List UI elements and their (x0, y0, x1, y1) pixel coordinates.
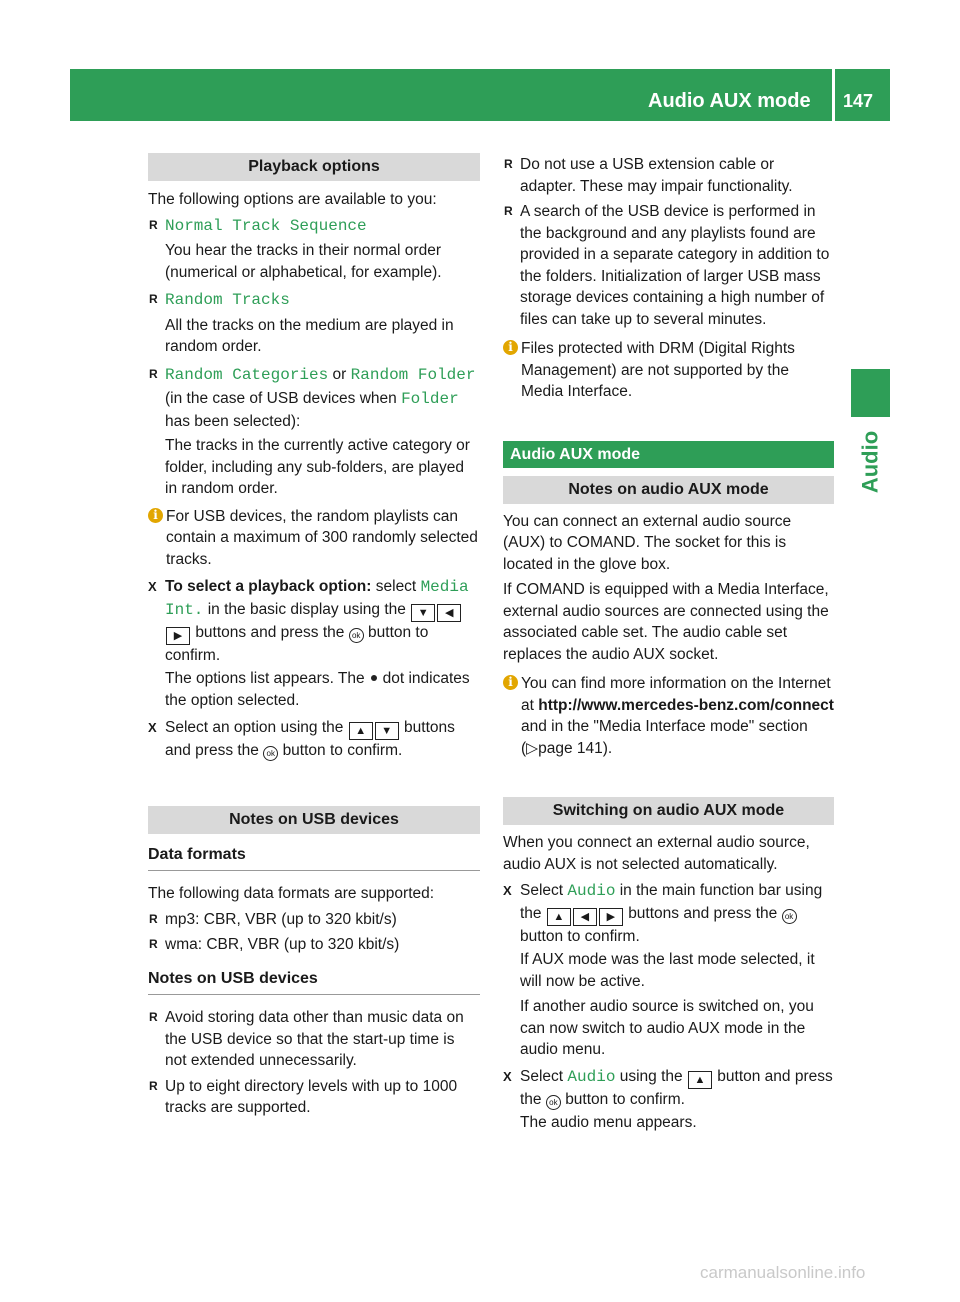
instruction-step (148, 576, 480, 711)
watermark-footer: carmanualsonline.info (700, 1263, 866, 1282)
option-random-tracks: Random Tracks (165, 291, 290, 309)
step-text: Select (520, 1067, 564, 1085)
step-text: in the basic display using the (207, 600, 406, 618)
right-key-icon: ▶ (599, 908, 623, 926)
info-icon: i (503, 340, 518, 355)
step-text: button to confirm. (282, 742, 403, 759)
option-desc: You hear the tracks in their normal order (numerical or alphabetical, for example). (165, 242, 442, 281)
section-heading-playback: Playback options (148, 153, 480, 181)
right-column (503, 150, 834, 1134)
step-text: Select an option using the (165, 719, 344, 736)
header-divider (832, 69, 835, 121)
info-text: and in the "Media Interface mode" section ( (521, 718, 808, 757)
info-text: You can find more information on the Internet at (521, 675, 831, 714)
step-text: in the main function bar using the (520, 882, 823, 922)
menu-item-audio: Audio (567, 1067, 616, 1086)
right-key-icon: ▶ (166, 627, 190, 645)
option-normal-track-sequence: Normal Track Sequence (165, 216, 367, 235)
list-item: R Do not use a USB extension cable or adapter. These may impair functionality. (503, 154, 834, 197)
step-text: buttons and press the (628, 904, 778, 922)
aux-paragraph: You can connect an external audio source (AUX) to COMAND. The socket for this is located in the glove box. (503, 512, 792, 573)
ok-button-icon: ok (349, 628, 364, 643)
down-key-icon: ▼ (411, 604, 435, 622)
step-result: If another audio source is switched on, you can now switch to audio AUX mode in the audio menu. (520, 998, 814, 1058)
info-icon: i (503, 675, 518, 690)
list-item (148, 215, 480, 284)
aux-paragraph: If COMAND is equipped with a Media Interface, external audio sources are connected using the associated cable set. The audio cable set replaces the audio AUX socket. (503, 581, 829, 663)
list-item: R A search of the USB device is performed in the background and any playlists found are provided in a separate category in addition to the folders. Initialization of larger USB mass storage devices containing a high number of files can take up to several minutes. (503, 201, 834, 330)
page-number: 147 (843, 91, 874, 111)
info-note (148, 506, 480, 571)
section-heading-aux: Audio AUX mode (503, 441, 834, 468)
up-key-icon: ▲ (349, 722, 373, 740)
ok-button-icon: ok (782, 909, 797, 924)
info-note (503, 673, 834, 759)
page-title: Audio AUX mode (648, 90, 811, 112)
folder-term: Folder (401, 390, 459, 408)
formats-intro: The following data formats are supported: (148, 885, 435, 902)
instruction-step (148, 717, 480, 762)
step-text: button to confirm. (565, 1090, 685, 1108)
step-text: using the (619, 1067, 683, 1085)
playback-intro: The following options are available to you: (148, 191, 437, 208)
list-item (148, 364, 480, 500)
option-random-categories: Random Categories (165, 365, 329, 384)
step-text: button to confirm. (165, 623, 429, 664)
link-mercedes-connect[interactable]: http://www.mercedes-benz.com/connect (538, 696, 834, 714)
ok-button-icon: ok (546, 1095, 561, 1110)
option-desc: (in the case of USB devices when (165, 390, 397, 407)
list-item: R Avoid storing data other than music data on the USB device so that the start-up time is not extended unnecessarily. (148, 1007, 480, 1072)
step-result: The options list appears. The (165, 670, 365, 687)
info-text: Files protected with DRM (Digital Rights Management) are not supported by the Media Interface. (521, 340, 795, 400)
list-item: R wma: CBR, VBR (up to 320 kbit/s) (148, 934, 480, 956)
up-key-icon: ▲ (547, 908, 571, 926)
step-text: button and press the (520, 1067, 833, 1108)
menu-item-media-int: Media Int. (165, 578, 469, 619)
step-result: If AUX mode was the last mode selected, it will now be active. (520, 951, 815, 990)
side-tab-label: Audio (857, 430, 883, 494)
instruction-step (503, 1066, 834, 1134)
option-desc: All the tracks on the medium are played in random order. (165, 316, 454, 355)
info-text: For USB devices, the random playlists can contain a maximum of 300 randomly selected tracks. (166, 507, 478, 568)
dot-icon (371, 675, 377, 681)
list-item (148, 289, 480, 358)
subheading-notes-usb: Notes on USB devices (148, 968, 480, 996)
or-text: or (332, 365, 347, 383)
step-text: buttons and press the (195, 623, 345, 641)
instruction-step (503, 880, 834, 1061)
up-key-icon: ▲ (688, 1071, 712, 1089)
step-text: select (375, 578, 417, 595)
list-item: R Up to eight directory levels with up to 1000 tracks are supported. (148, 1076, 480, 1119)
step-text: button to confirm. (520, 927, 640, 945)
info-icon: i (148, 508, 163, 523)
info-note (503, 338, 834, 403)
step-text: Select (520, 882, 564, 899)
switch-intro: When you connect an external audio source, audio AUX is not selected automatically. (503, 834, 810, 873)
list-item: R mp3: CBR, VBR (up to 320 kbit/s) (148, 909, 480, 931)
section-heading-usb: Notes on USB devices (148, 806, 480, 834)
down-key-icon: ▼ (375, 722, 399, 740)
option-desc: has been selected): (165, 412, 301, 430)
option-desc: The tracks in the currently active category or folder, including any sub-folders, are played in random order. (165, 437, 470, 497)
step-text: buttons and press the (165, 719, 455, 759)
left-key-icon: ◀ (437, 604, 461, 622)
step-result: The audio menu appears. (520, 1114, 697, 1131)
left-key-icon: ◀ (573, 908, 597, 926)
option-random-folder: Random Folder (350, 365, 476, 384)
page-ref-icon: ▷ (526, 739, 539, 757)
left-column (148, 150, 480, 1119)
step-result: dot indicates the option selected. (165, 670, 470, 709)
menu-item-audio: Audio (567, 882, 616, 900)
side-tab-marker (851, 369, 890, 417)
ok-button-icon: ok (263, 746, 278, 761)
page-reference[interactable]: page 141). (538, 739, 613, 757)
subheading-data-formats: Data formats (148, 844, 480, 872)
subsection-heading-aux-notes: Notes on audio AUX mode (503, 476, 834, 504)
step-label: To select a playback option: (165, 578, 372, 595)
section-heading-switching-aux: Switching on audio AUX mode (503, 797, 834, 825)
